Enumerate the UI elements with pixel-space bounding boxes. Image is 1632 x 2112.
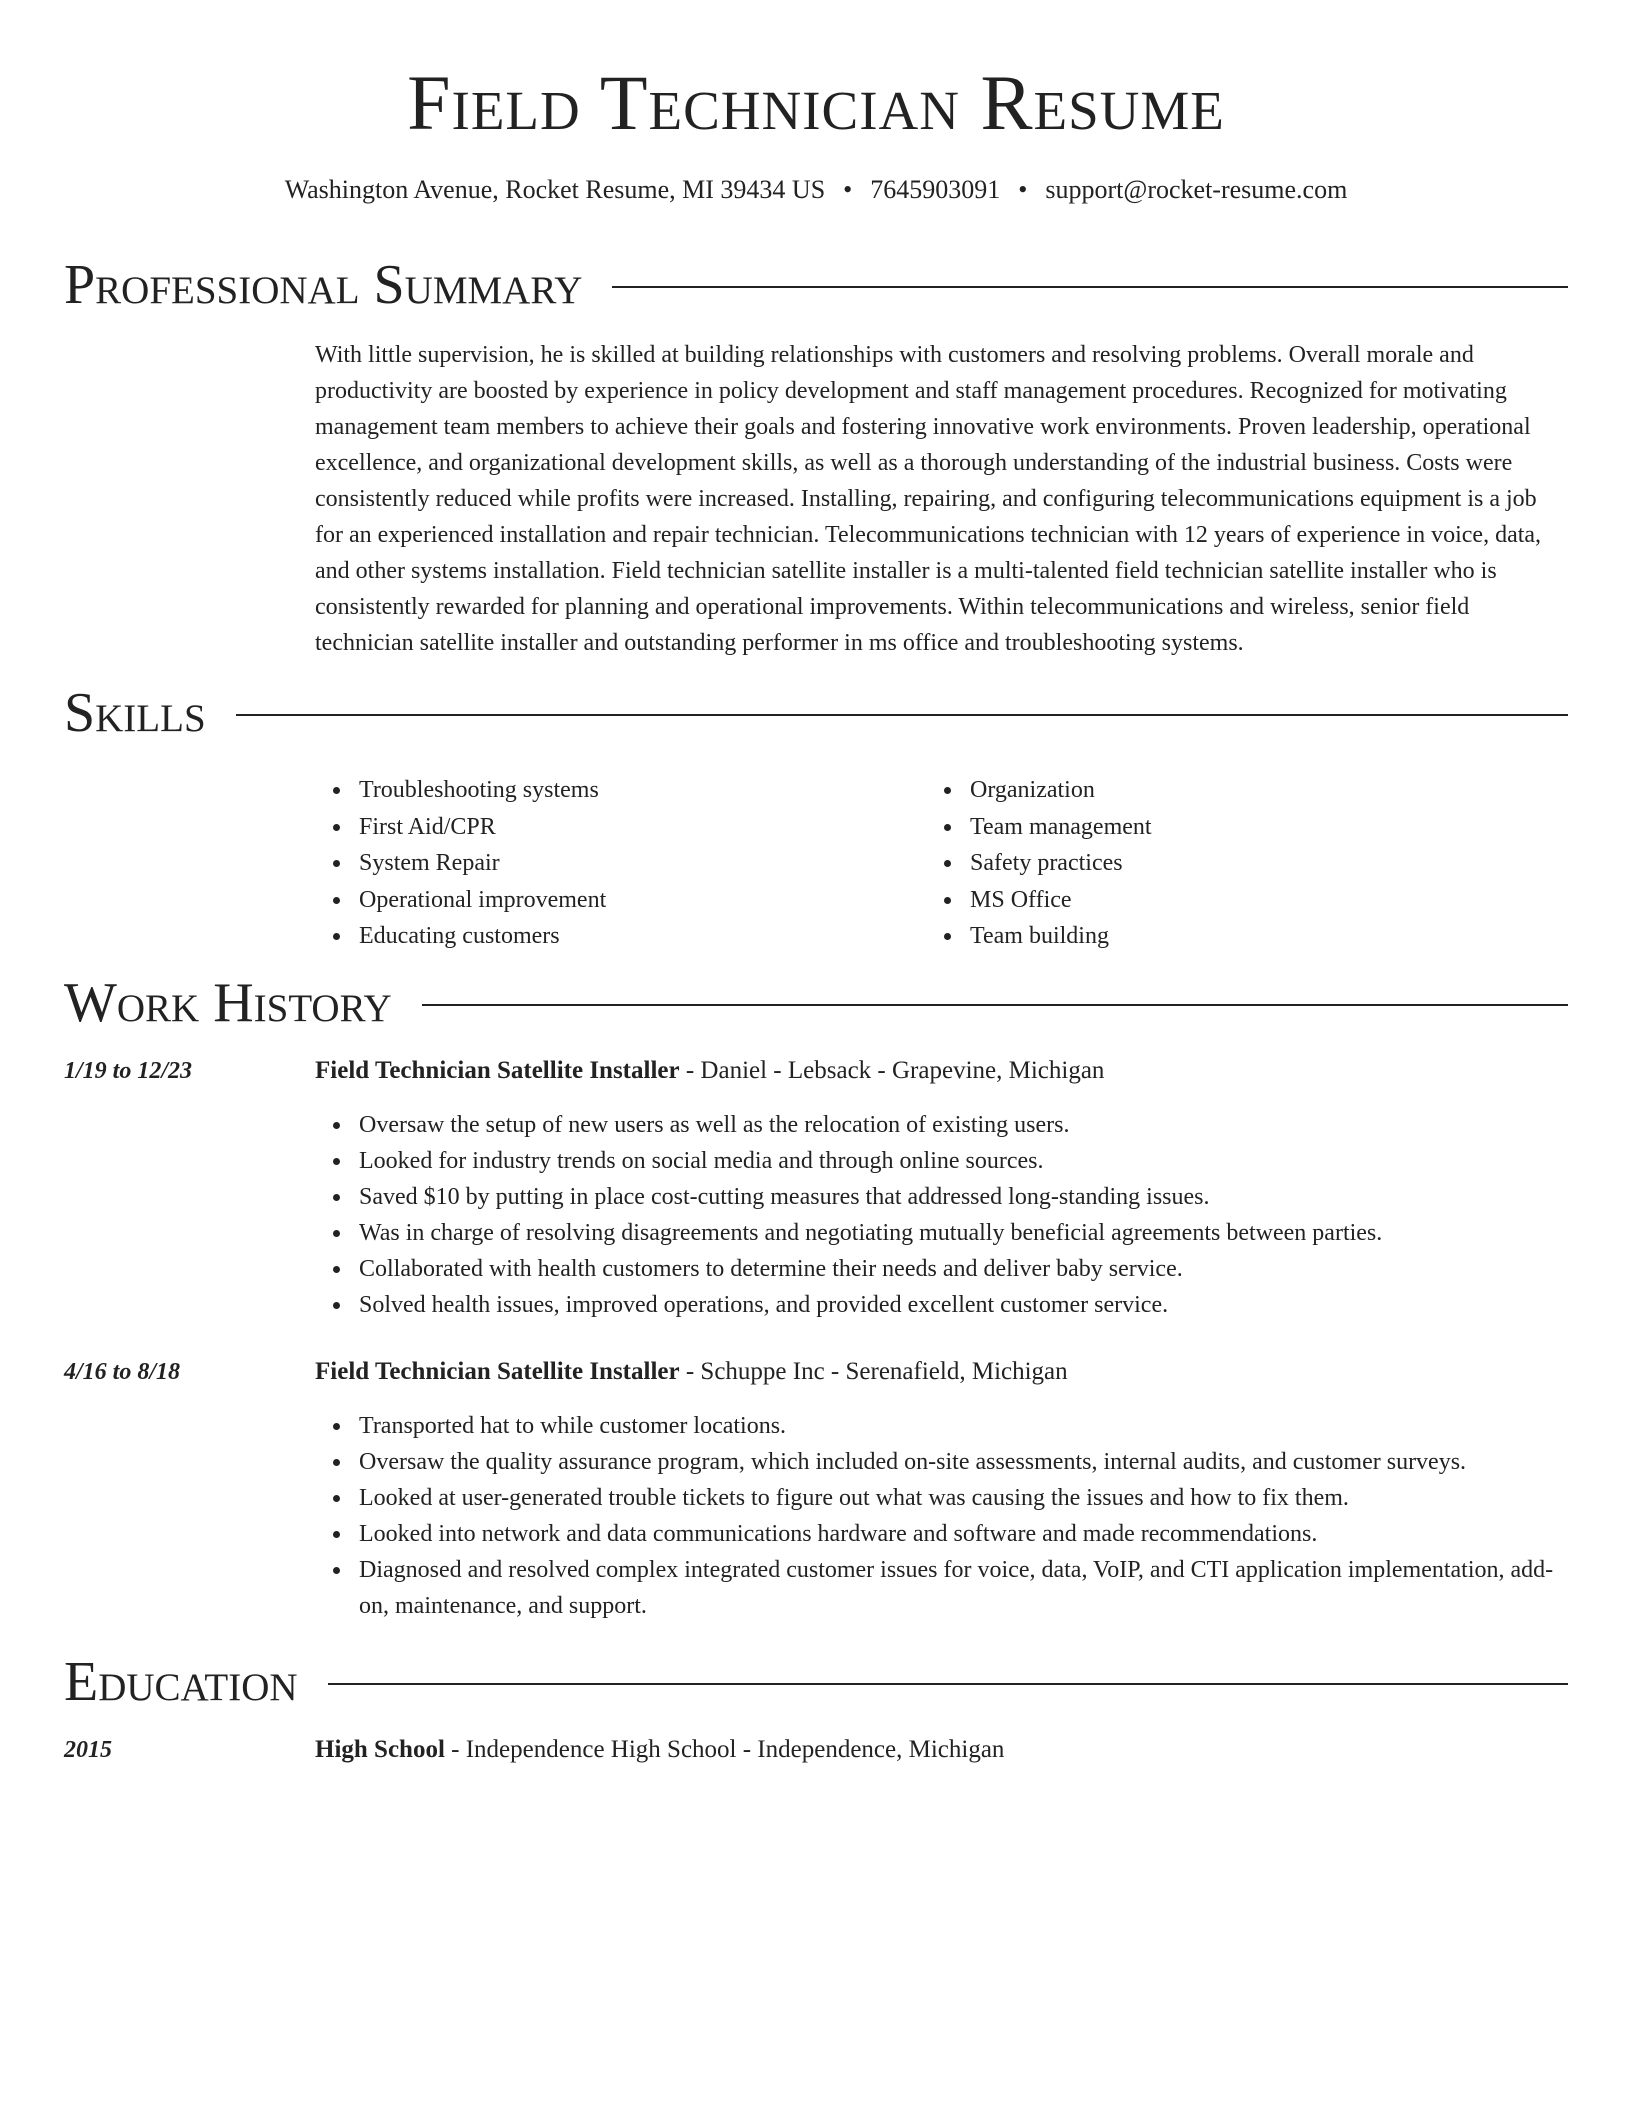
email: support@rocket-resume.com: [1045, 175, 1348, 204]
address: Washington Avenue, Rocket Resume, MI 39434 US: [284, 175, 826, 204]
duty-item: Transported hat to while customer locations.: [359, 1408, 1568, 1444]
section-header-summary: [64, 250, 1568, 320]
summary-text: With little supervision, he is skilled at building relationships with customers and resolving problems. Overall morale and productivity are boosted by experience in policy development and staff management procedures. Recognized for motivating management team members to achieve their goals and fostering innovative work environments. Proven leadership, operational excellence, and organizational development skills, as well as a thorough understanding of the industrial business. Costs were consistently reduced while profits were increased. Installing, repairing, and configuring telecommunications equipment is a job for an experienced installation and repair technician. Telecommunications technician with 12 years of experience in voice, data, and other systems installation. Field technician satellite installer is a multi-talented field technician satellite installer who is consistently rewarded for planning and operational improvements. Within telecommunications and wireless, senior field technician satellite installer and outstanding performer in ms office and troubleshooting systems.: [315, 342, 1542, 656]
skill-item: Safety practices: [970, 845, 1152, 882]
skill-item: MS Office: [970, 882, 1152, 919]
duty-item: Saved $10 by putting in place cost-cutting measures that addressed long-standing issues.: [359, 1179, 1568, 1215]
education-degree: High School: [315, 1736, 445, 1763]
section-divider: [612, 286, 1568, 288]
contact-separator: •: [1018, 175, 1028, 204]
section-title-skills: Skills: [64, 682, 206, 744]
section-divider: [422, 1004, 1568, 1006]
contact-line: [0, 173, 1632, 207]
duty-item: Oversaw the quality assurance program, which included on-site assessments, internal audits, and customer surveys.: [359, 1444, 1568, 1480]
skill-item: System Repair: [359, 845, 606, 882]
section-divider: [328, 1683, 1568, 1685]
section-title-education: Education: [64, 1651, 298, 1713]
section-header-work: [64, 968, 1568, 1038]
phone: 7645903091: [870, 175, 1001, 204]
resume-title: Field Technician Resume: [407, 59, 1225, 146]
job-dates: 4/16 to 8/18: [64, 1359, 181, 1385]
job-employer: - Daniel - Lebsack - Grapevine, Michigan: [679, 1057, 1105, 1084]
section-header-skills: [64, 678, 1568, 748]
duty-item: Collaborated with health customers to determine their needs and deliver baby service.: [359, 1251, 1568, 1287]
section-divider: [236, 714, 1568, 716]
skills-list-left: [315, 772, 606, 955]
duty-item: Looked for industry trends on social media and through online sources.: [359, 1143, 1568, 1179]
job-dates: 1/19 to 12/23: [64, 1058, 193, 1084]
skill-item: Educating customers: [359, 918, 606, 955]
job-title-line: [315, 1053, 1568, 1089]
duty-item: Solved health issues, improved operations, and provided excellent customer service.: [359, 1287, 1568, 1323]
skill-item: First Aid/CPR: [359, 809, 606, 846]
skill-item: Team management: [970, 809, 1152, 846]
contact-separator: •: [843, 175, 853, 204]
job-employer: - Schuppe Inc - Serenafield, Michigan: [679, 1358, 1068, 1385]
section-header-education: [64, 1647, 1568, 1717]
section-title-summary: Professional Summary: [64, 254, 583, 316]
education-school: - Independence High School - Independence, Michigan: [444, 1736, 1005, 1763]
section-title-work: Work History: [64, 972, 392, 1034]
duty-item: Looked into network and data communications hardware and software and made recommendations.: [359, 1516, 1568, 1552]
job-duties-list: [315, 1107, 1568, 1323]
duty-item: Was in charge of resolving disagreements and negotiating mutually beneficial agreements between parties.: [359, 1215, 1568, 1251]
job-title-line: [315, 1354, 1568, 1390]
duty-item: Looked at user-generated trouble tickets to figure out what was causing the issues and how to fix them.: [359, 1480, 1568, 1516]
education-line: [315, 1732, 1568, 1768]
job-duties-list: [315, 1408, 1568, 1624]
duty-item: Diagnosed and resolved complex integrated customer issues for voice, data, VoIP, and CTI application implementation, add-on, maintenance, and support.: [359, 1552, 1568, 1624]
education-year: 2015: [64, 1737, 112, 1763]
duty-item: Oversaw the setup of new users as well as the relocation of existing users.: [359, 1107, 1568, 1143]
job-role: Field Technician Satellite Installer: [315, 1057, 680, 1084]
skill-item: Team building: [970, 918, 1152, 955]
skill-item: Operational improvement: [359, 882, 606, 919]
skill-item: Organization: [970, 772, 1152, 809]
skills-list-right: [926, 772, 1152, 955]
job-role: Field Technician Satellite Installer: [315, 1358, 680, 1385]
skill-item: Troubleshooting systems: [359, 772, 606, 809]
